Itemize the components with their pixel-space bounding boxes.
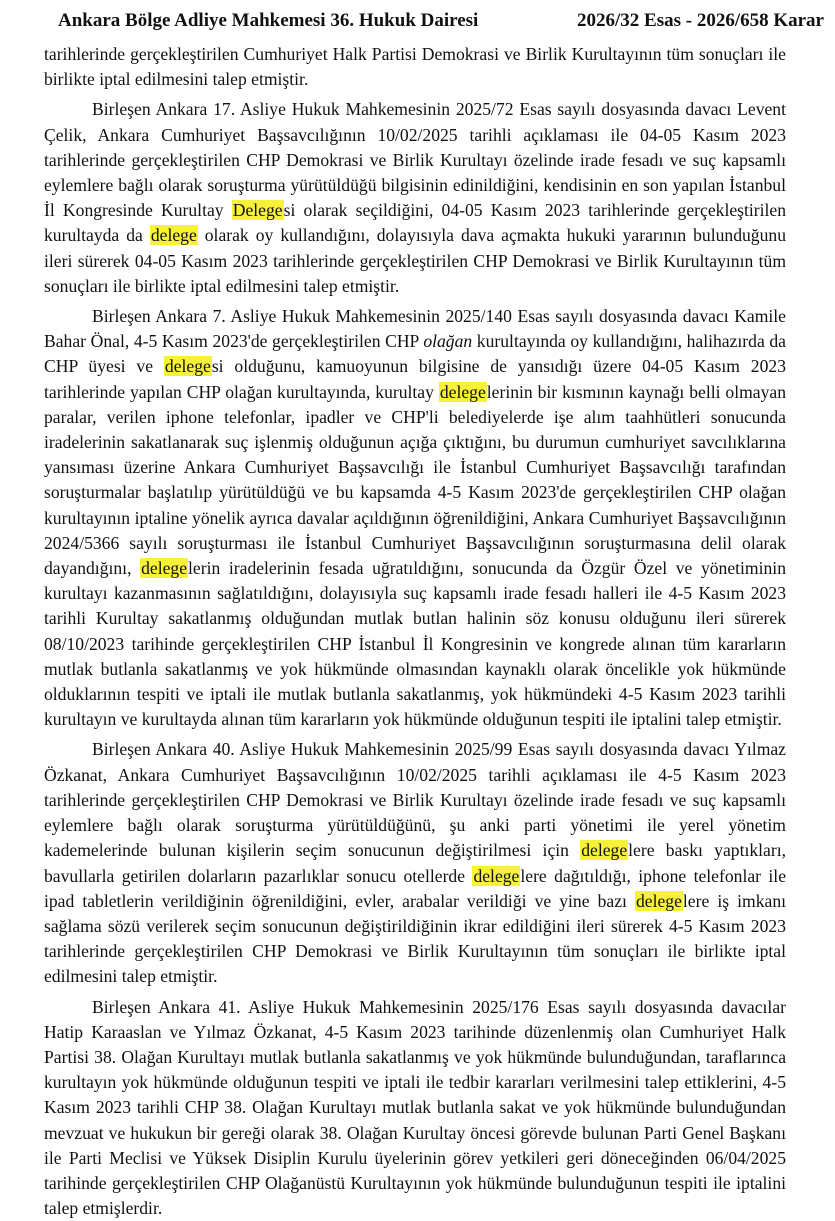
text-segment: kurultayında oy kullandığını, halihazırda da CHP üyesi ve [44, 331, 786, 377]
text-segment: Birleşen Ankara 41. Asliye Hukuk Mahkemesinin 2025/176 Esas sayılı dosyasında davacılar Hatip Karaaslan ve Yılmaz Özkanat, 4-5 Kasım 2023 tarihinde düzenlenmiş olan Cumhuriyet Halk Partisi 38. Olağan Kurultayı mutlak butlanla sakatlanmış ve yok hükmünde bulunduğundan, taraflarınca kurultayın yok hükmünde olduğunun tespiti ve iptali ile tedbir kararları verilmesini talep ettiklerini, 4-5 Kasım 2023 tarihli CHP 38. Olağan Kurultayı mutlak butlanla sakat ve yok hükmünde bulunduğundan mevzuat ve hukukun bir gereği olarak 38. Olağan Kurultay öncesi görevde bulunan Parti Genel Başkanı ile Parti Meclisi ve Yüksek Disiplin Kurulu üyelerinin görev yetkileri geri döneceğinden 06/04/2025 tarihinde gerçekleştirilen CHP Olağanüstü Kurultayının yok hükmünde bulunduğunun tespiti ile iptalini talep etmişlerdir. [44, 996, 786, 1219]
page-header [58, 6, 824, 36]
text-segment: tarihlerinde gerçekleştirilen Cumhuriyet Halk Partisi Demokrasi ve Birlik Kurultayının tüm sonuçları ile birlikte iptal edilmesini talep etmiştir. [44, 44, 786, 90]
case-number: 2026/32 Esas - 2026/658 Karar [577, 10, 824, 31]
document-body [44, 42, 786, 1221]
text-segment: lerin iradelerinin fesada uğratıldığını, sonucunda da Özgür Özel ve yönetiminin kurultayı kazanmasının sağlatıldığını, dolayısıyla suç kapsamlı irade fesadı halleri ile 4-5 Kasım 2023 tarihli Kurultay sakatlanmış olduğundan mutlak butlan halinin söz konusu olduğunu ileri sürerek 08/10/2023 tarihinde gerçekleştirilen CHP İstanbul İl Kongresinin ve kongrede alınan tüm kararların mutlak butlanla sakatlanmış ve yok hükmünde olmasından kaynaklı olarak öncelikle yok hükmünde olduklarının tespiti ve iptali ile mutlak butlanla sakatlanmış, yok hükmündeki 4-5 Kasım 2023 tarihli kurultayın ve kurultayda alınan tüm kararların yok hükmünde olduğunun tespiti ile iptalini talep etmiştir. [44, 558, 786, 730]
italic-text: olağan [423, 331, 473, 352]
highlighted-term: delege [635, 890, 682, 911]
text-segment: lerinin bir kısmının kaynağı belli olmayan paralar, verilen iphone telefonlar, ipadler ve CHP'li belediyelerde işe alım taahhütleri sonucunda iradelerinin sakatlanarak suç işlenmiş olduğunun açığa çıktığını, bu durumun cumhuriyet savcılıklarına yansıması üzerine Ankara Cumhuriyet Başsavcılığı ile İstanbul Cumhuriyet Başsavcılığı tarafından soruşturmalar başlatılıp yürütüldüğü ve bu kapsamda 4-5 Kasım 2023'de gerçekleştirilen CHP olağan kurultayının iptaline yönelik ayrıca davalar açıldığının öğrenildiğini, Ankara Cumhuriyet Başsavcılığının 2024/5366 sayılı soruşturması ile İstanbul Cumhuriyet Başsavcılığının soruşturmasına delil olarak dayandığını, [44, 381, 786, 579]
text-segment: si olarak seçildiğini, 04-05 Kasım 2023 tarihlerinde gerçekleştirilen kurultayda da [44, 200, 787, 246]
paragraph [44, 97, 786, 299]
paragraph [44, 737, 786, 989]
text-segment: Birleşen Ankara 40. Asliye Hukuk Mahkemesinin 2025/99 Esas sayılı dosyasında davacı Yılmaz Özkanat, Ankara Cumhuriyet Başsavcılığının 10/02/2025 tarihli açıklaması ile 4-5 Kasım 2023 tarihlerinde gerçekleştirilen CHP Demokrasi ve Birlik Kurultayı özelinde irade fesadı ve suç kapsamlı eylemlere bağlı olarak soruşturma yürütüldüğünü, şu anki parti yönetimi ile yerel yönetim kademelerinde bulunan kişilerin seçim sonucunun değiştirilmesi için [44, 739, 786, 861]
court-name: Ankara Bölge Adliye Mahkemesi 36. Hukuk Dairesi [58, 10, 479, 31]
paragraph [44, 995, 786, 1221]
text-segment: lere baskı yaptıkları, bavullarla getirilen dolarların pazarlıklar sonucu otellerde [44, 840, 786, 886]
text-segment: lere dağıtıldığı, iphone telefonlar ile ipad tabletlerin verildiğinin öğrenildiğini, evler, arabalar verildiği ve yine bazı [44, 865, 786, 911]
text-segment: si olduğunu, kamuoyunun bilgisine de yansıdığı üzere 04-05 Kasım 2023 tarihlerinde yapılan CHP olağan kurultayında, kurultay [44, 356, 786, 402]
text-segment: olarak oy kullandığını, dolayısıyla dava açmakta hukuki yararının bulunduğunu ileri sürerek 04-05 Kasım 2023 tarihlerinde gerçekleştirilen CHP Demokrasi ve Birlik Kurultayının tüm sonuçları ile birlikte iptal edilmesini talep etmiştir. [44, 225, 786, 296]
highlighted-term: delege [150, 225, 197, 246]
highlighted-term: delege [439, 381, 486, 402]
highlighted-term: delege [473, 865, 520, 886]
text-segment: Birleşen Ankara 17. Asliye Hukuk Mahkemesinin 2025/72 Esas sayılı dosyasında davacı Levent Çelik, Ankara Cumhuriyet Başsavcılığının 10/02/2025 tarihli açıklaması ile 04-05 Kasım 2023 tarihlerinde gerçekleştirilen CHP Demokrasi ve Birlik Kurultayı özelinde irade fesadı ve suç kapsamlı eylemlere bağlı olarak soruşturma yürütüldüğü bilgisinin edinildiğini, kendisinin en son yapılan İstanbul İl Kongresinde Kurultay [44, 99, 786, 221]
text-segment: Birleşen Ankara 7. Asliye Hukuk Mahkemesinin 2025/140 Esas sayılı dosyasında davacı Kamile Bahar Önal, 4-5 Kasım 2023'de gerçekleştirilen CHP [44, 306, 786, 352]
highlighted-term: Delege [232, 200, 283, 221]
highlighted-term: delege [581, 840, 628, 861]
paragraph [44, 304, 786, 732]
paragraph [44, 42, 786, 92]
highlighted-term: delege [164, 356, 211, 377]
text-segment: lere iş imkanı sağlama sözü verilerek seçim sonucunun değiştirildiğinin ikrar edildiğini ileri sürerek 4-5 Kasım 2023 tarihlerinde gerçekleştirilen CHP Demokrasi ve Birlik Kurultayının tüm sonuçları ile birlikte iptal edilmesini talep etmiştir. [44, 890, 787, 987]
highlighted-term: delege [141, 558, 188, 579]
